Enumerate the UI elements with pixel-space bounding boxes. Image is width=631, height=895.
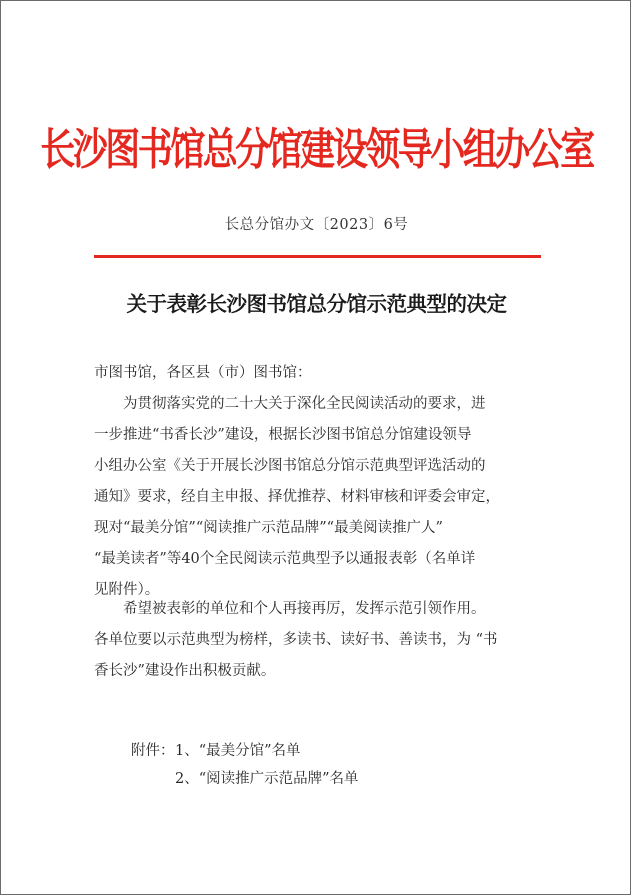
document-number: 长总分馆办文〔2023〕6号 bbox=[224, 217, 409, 233]
document-title: 关于表彰长沙图书馆总分馆示范典型的决定 bbox=[126, 292, 507, 316]
paragraph-line: 见附件）。 bbox=[94, 582, 160, 598]
attachments-label: 附件： bbox=[131, 743, 175, 759]
red-divider-line bbox=[94, 255, 541, 258]
paragraph-line: 香长沙”建设作出积极贡献。 bbox=[94, 663, 276, 679]
paragraph-line: “最美读者”等40个全民阅读示范典型予以通报表彰（名单详 bbox=[94, 551, 476, 567]
paragraph-line: 现对“最美分馆”“阅读推广示范品牌”“最美阅读推广人” bbox=[94, 520, 443, 536]
paragraph-line: 一步推进“书香长沙”建设，根据长沙图书馆总分馆建设领导 bbox=[94, 427, 472, 443]
paragraph-1 bbox=[94, 389, 546, 606]
attachment-item: 1、“最美分馆”名单 bbox=[175, 743, 301, 759]
paragraph-line: 小组办公室《关于开展长沙图书馆总分馆示范典型评选活动的 bbox=[94, 458, 486, 474]
paragraph-line: 为贯彻落实党的二十大关于深化全民阅读活动的要求，进 bbox=[94, 396, 486, 412]
attachment-item: 2、“阅读推广示范品牌”名单 bbox=[175, 771, 359, 787]
paragraph-line: 各单位要以示范典型为榜样，多读书、读好书、善读书，为 “书 bbox=[94, 632, 498, 648]
paragraph-line: 希望被表彰的单位和个人再接再厉，发挥示范引领作用。 bbox=[94, 601, 486, 617]
paragraph-2 bbox=[94, 594, 546, 687]
paragraph-line: 通知》要求，经自主申报、择优推荐、材料审核和评委会审定， bbox=[94, 489, 500, 505]
org-header-title: 长沙图书馆总分馆建设领导小组办公室 bbox=[40, 125, 593, 176]
recipients-line: 市图书馆，各区县（市）图书馆： bbox=[94, 365, 312, 381]
